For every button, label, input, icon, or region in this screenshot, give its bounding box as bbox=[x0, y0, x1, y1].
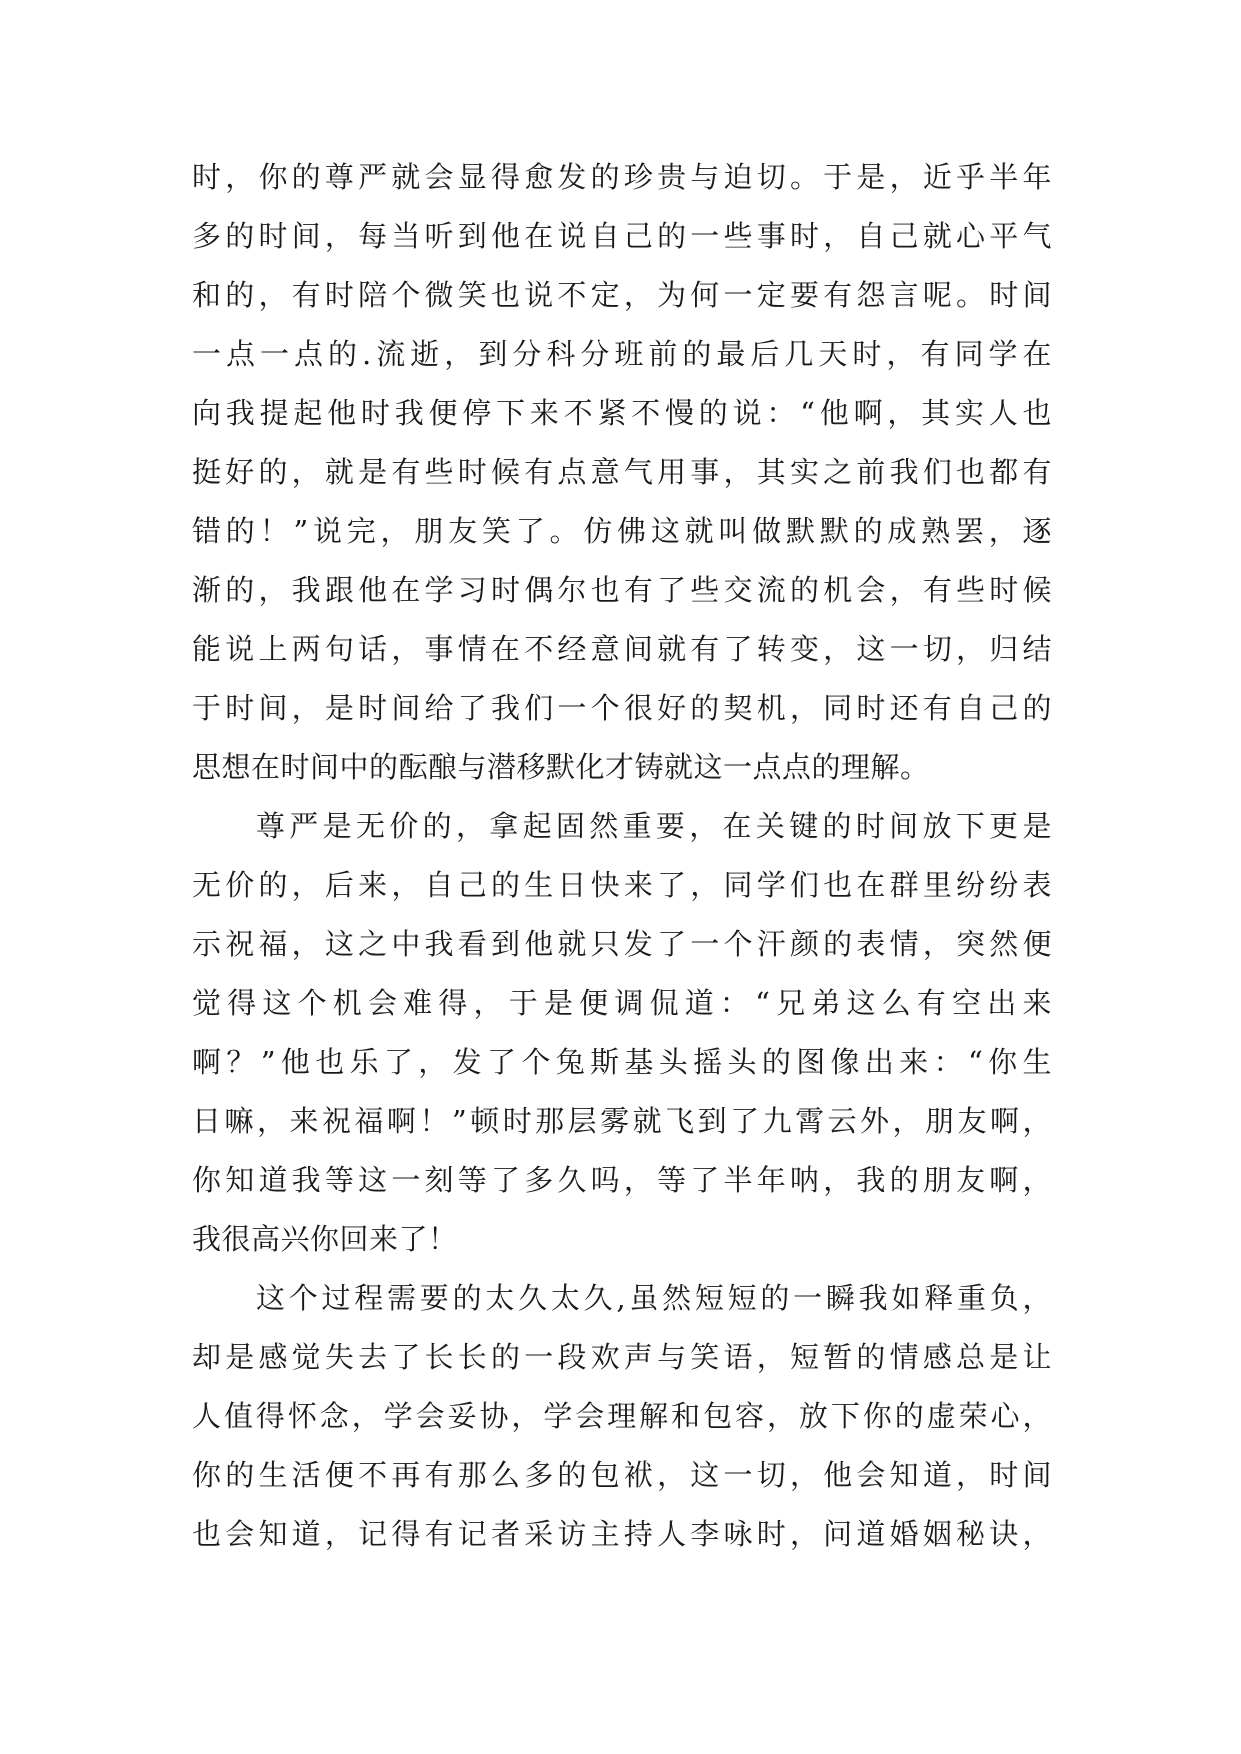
text-line: 能说上两句话，事情在不经意间就有了转变，这一切，归结 bbox=[192, 632, 1052, 666]
text-line: 日嘛，来祝福啊！”顿时那层雾就飞到了九霄云外，朋友啊， bbox=[192, 1104, 1052, 1138]
text-line: 觉得这个机会难得，于是便调侃道：“兄弟这么有空出来 bbox=[192, 986, 1052, 1020]
text-line: 时，你的尊严就会显得愈发的珍贵与迫切。于是，近乎半年 bbox=[192, 160, 1052, 194]
text-line: 渐的，我跟他在学习时偶尔也有了些交流的机会，有些时候 bbox=[192, 573, 1052, 607]
text-line: 尊严是无价的，拿起固然重要，在关键的时间放下更是 bbox=[256, 809, 1052, 843]
text-line: 示祝福，这之中我看到他就只发了一个汗颜的表情，突然便 bbox=[192, 927, 1052, 961]
text-line: 我很高兴你回来了！ bbox=[192, 1222, 458, 1256]
text-line: 这个过程需要的太久太久,虽然短短的一瞬我如释重负， bbox=[256, 1281, 1052, 1315]
text-line: 一点一点的.流逝，到分科分班前的最后几天时，有同学在 bbox=[192, 337, 1052, 371]
text-line: 多的时间，每当听到他在说自己的一些事时，自己就心平气 bbox=[192, 219, 1052, 253]
text-line: 于时间，是时间给了我们一个很好的契机，同时还有自己的 bbox=[192, 691, 1052, 725]
text-line: 啊？”他也乐了，发了个兔斯基头摇头的图像出来：“你生 bbox=[192, 1045, 1052, 1079]
text-line: 无价的，后来，自己的生日快来了，同学们也在群里纷纷表 bbox=[192, 868, 1052, 902]
text-line: 思想在时间中的酝酿与潜移默化才铸就这一点点的理解。 bbox=[192, 750, 930, 784]
text-line: 错的！”说完，朋友笑了。仿佛这就叫做默默的成熟罢，逐 bbox=[192, 514, 1052, 548]
text-line: 和的，有时陪个微笑也说不定，为何一定要有怨言呢。时间 bbox=[192, 278, 1052, 312]
text-line: 你知道我等这一刻等了多久吗，等了半年呐，我的朋友啊， bbox=[192, 1163, 1052, 1197]
text-line: 挺好的，就是有些时候有点意气用事，其实之前我们也都有 bbox=[192, 455, 1052, 489]
text-line: 你的生活便不再有那么多的包袱，这一切，他会知道，时间 bbox=[192, 1458, 1052, 1492]
body-text bbox=[192, 148, 1052, 1564]
text-line: 向我提起他时我便停下来不紧不慢的说：“他啊，其实人也 bbox=[192, 396, 1052, 430]
text-line: 也会知道，记得有记者采访主持人李咏时，问道婚姻秘诀， bbox=[192, 1517, 1052, 1551]
text-line: 却是感觉失去了长长的一段欢声与笑语，短暂的情感总是让 bbox=[192, 1340, 1052, 1374]
text-line: 人值得怀念，学会妥协，学会理解和包容，放下你的虚荣心， bbox=[192, 1399, 1052, 1433]
